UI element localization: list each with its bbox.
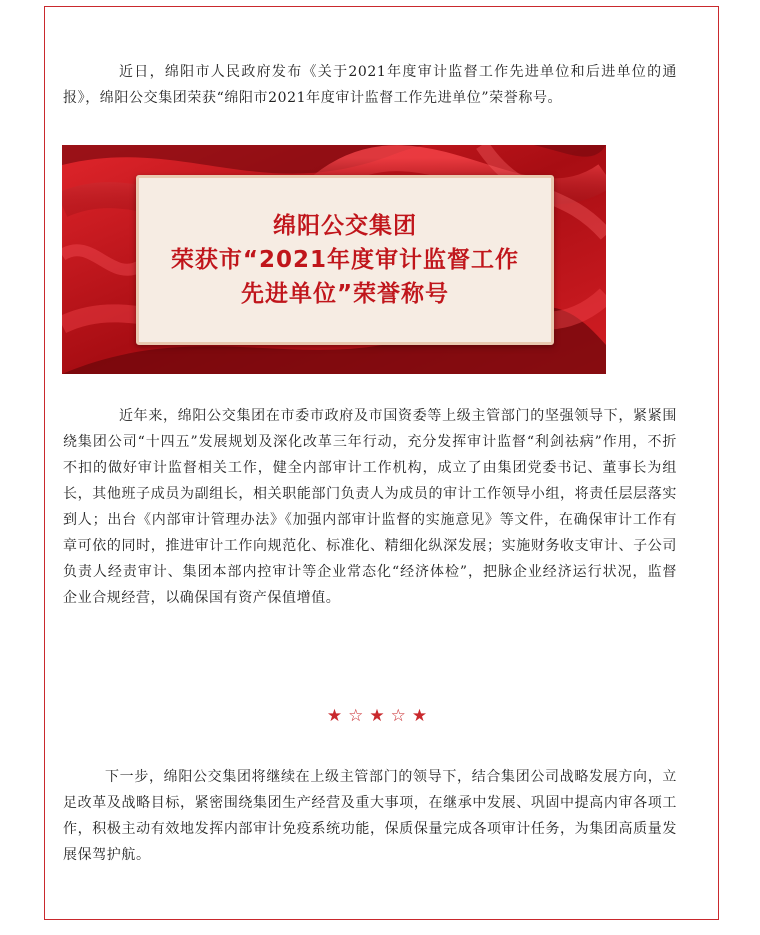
star-outline-icon: ☆ bbox=[390, 706, 412, 726]
star-filled-icon: ★ bbox=[411, 706, 434, 726]
intro-paragraph: 近日，绵阳市人民政府发布《关于2021年度审计监督工作先进单位和后进单位的通报》，绵阳公交集团荣获“绵阳市2021年度审计监督工作先进单位”荣誉称号。 bbox=[63, 64, 677, 106]
banner-line-1: 绵阳公交集团 bbox=[273, 213, 417, 239]
banner-line-2: 荣获市“2021年度审计监督工作 bbox=[170, 247, 520, 273]
banner-line-3: 先进单位”荣誉称号 bbox=[240, 281, 450, 307]
star-filled-icon: ★ bbox=[369, 706, 391, 726]
next-steps-paragraph: 下一步，绵阳公交集团将继续在上级主管部门的领导下，结合集团公司战略发展方向，立足改革及战略目标，紧密围绕集团生产经营及重大事项，在继承中发展、巩固中提高内审各项工作，积极主动有效地发挥内部审计免疫系统功能，保质保量完成各项审计任务，为集团高质量发展保驾护航。 bbox=[63, 769, 677, 863]
honor-banner-image bbox=[62, 145, 606, 374]
achievement-paragraph: 近年来，绵阳公交集团在市委市政府及市国资委等上级主管部门的坚强领导下，紧紧围绕集团公司“十四五”发展规划及深化改革三年行动，充分发挥审计监督“利剑祛病”作用，不折不扣的做好审计监督相关工作，健全内部审计工作机构，成立了由集团党委书记、董事长为组长，其他班子成员为副组长，相关职能部门负责人为成员的审计工作领导小组，将责任层层落实到人；出台《内部审计管理办法》《加强内部审计监督的实施意见》等文件，在确保审计工作有章可依的同时，推进审计工作向规范化、标准化、精细化纵深发展；实施财务收支审计、子公司负责人经责审计、集团本部内控审计等企业常态化“经济体检”，把脉企业经济运行状况，监督企业合规经营，以确保国有资产保值增值。 bbox=[63, 408, 677, 606]
star-divider bbox=[0, 706, 760, 726]
star-outline-icon: ☆ bbox=[348, 706, 370, 726]
honor-card bbox=[136, 175, 554, 345]
star-filled-icon: ★ bbox=[326, 706, 349, 726]
